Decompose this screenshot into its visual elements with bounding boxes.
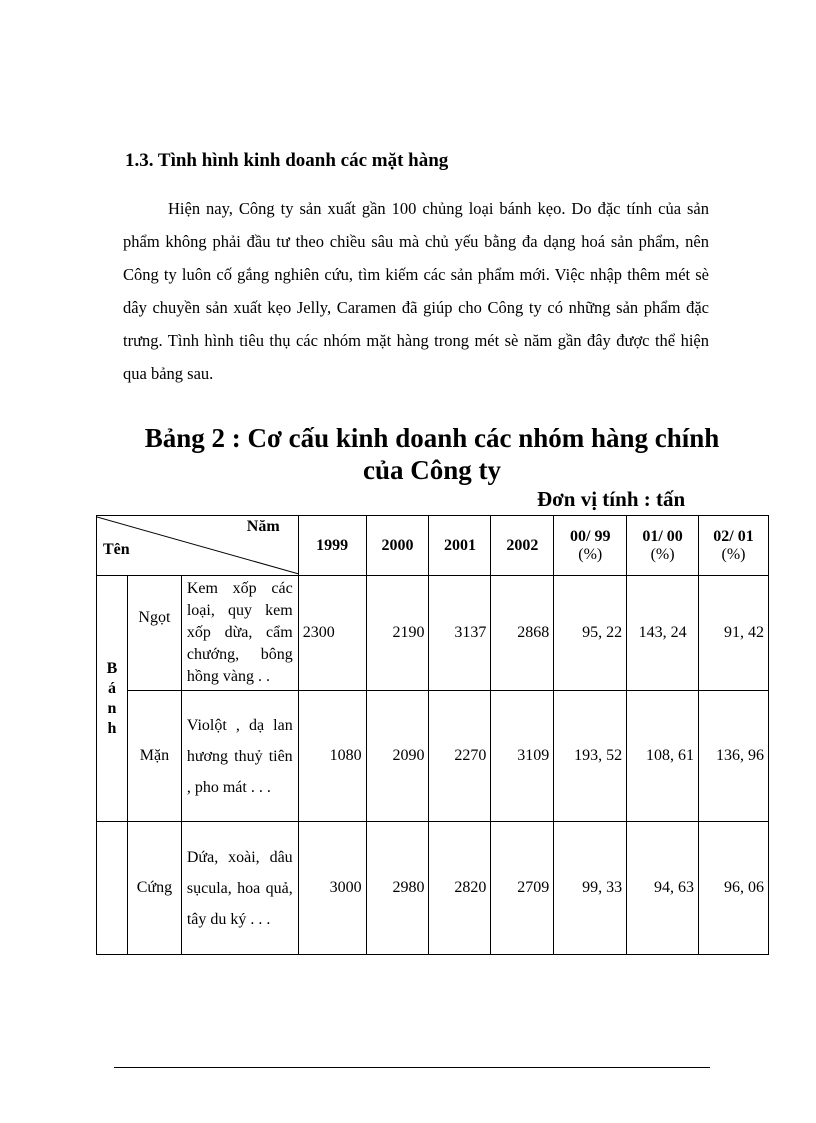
ratio-header bbox=[554, 516, 627, 576]
table-row bbox=[97, 576, 769, 691]
subgroup-cell: Ngọt bbox=[127, 576, 181, 691]
value-cell: 2190 bbox=[366, 576, 429, 691]
unit-label: Đơn vị tính : tấn bbox=[537, 487, 686, 511]
ratio-header-unit: (%) bbox=[721, 545, 746, 563]
group-label-cell bbox=[97, 576, 128, 822]
subgroup-cell: Mặn bbox=[127, 691, 181, 822]
description-cell: Violột , dạ lan hương thuỷ tiên , pho mát . . . bbox=[181, 691, 298, 822]
year-axis-label: Năm bbox=[246, 518, 280, 535]
value-cell: 2090 bbox=[366, 691, 429, 822]
value-cell: 3109 bbox=[491, 691, 554, 822]
year-header: 2001 bbox=[429, 516, 491, 576]
ratio-header-unit: (%) bbox=[578, 545, 603, 563]
description-cell: Kem xốp các loại, quy kem xốp dừa, cẩm chướng, bông hồng vàng . . bbox=[181, 576, 298, 691]
value-cell: 2300 bbox=[298, 576, 366, 691]
subgroup-cell: Cứng bbox=[127, 822, 181, 955]
value-cell: 143, 24 bbox=[627, 576, 699, 691]
value-cell: 3137 bbox=[429, 576, 491, 691]
value-cell: 94, 63 bbox=[627, 822, 699, 955]
value-cell: 2270 bbox=[429, 691, 491, 822]
description-cell: Dứa, xoài, dâu sụcula, hoa quả, tây du ký . . . bbox=[181, 822, 298, 955]
name-axis-label: Tên bbox=[103, 541, 130, 558]
value-cell: 1080 bbox=[298, 691, 366, 822]
section-paragraph bbox=[123, 192, 709, 390]
value-cell: 3000 bbox=[298, 822, 366, 955]
value-cell: 108, 61 bbox=[627, 691, 699, 822]
value-cell: 95, 22 bbox=[554, 576, 627, 691]
ratio-header bbox=[627, 516, 699, 576]
corner-header-cell bbox=[97, 516, 299, 576]
year-header: 2000 bbox=[366, 516, 429, 576]
value-cell: 193, 52 bbox=[554, 691, 627, 822]
table-title-line-2: của Công ty bbox=[362, 455, 501, 485]
year-header: 2002 bbox=[491, 516, 554, 576]
value-cell: 2868 bbox=[491, 576, 554, 691]
year-header: 1999 bbox=[298, 516, 366, 576]
business-structure-table bbox=[96, 515, 769, 955]
value-cell: 2980 bbox=[366, 822, 429, 955]
group-label-cell-empty bbox=[97, 822, 128, 955]
value-cell: 2820 bbox=[429, 822, 491, 955]
table-title-line-1: Bảng 2 : Cơ cấu kinh doanh các nhóm hàng chính bbox=[144, 423, 720, 453]
ratio-header-top: 00/ 99 bbox=[570, 527, 611, 545]
value-cell: 2709 bbox=[491, 822, 554, 955]
ratio-header-top: 01/ 00 bbox=[642, 527, 683, 545]
ratio-header-unit: (%) bbox=[650, 545, 675, 563]
group-label: B á n h bbox=[106, 659, 118, 737]
paragraph-text: Hiện nay, Công ty sản xuất gần 100 chủng loại bánh kẹo. Do đặc tính của sản phẩm không phải đầu tư theo chiều sâu mà chủ yếu bằng đa dạng hoá sản phẩm, nên Công ty luôn cố gắng nghiên cứu, tìm kiếm các sản phẩm mới. Việc nhập thêm mét sè dây chuyền sản xuất kẹo Jelly, Caramen đã giúp cho Công ty có những sản phẩm đặc trưng. Tình hình tiêu thụ các nhóm mặt hàng trong mét sè năm gần đây được thể hiện qua bảng sau. bbox=[123, 199, 709, 383]
table-row bbox=[97, 691, 769, 822]
ratio-header-top: 02/ 01 bbox=[713, 527, 754, 545]
value-cell: 99, 33 bbox=[554, 822, 627, 955]
value-cell: 91, 42 bbox=[699, 576, 769, 691]
value-cell: 136, 96 bbox=[699, 691, 769, 822]
section-heading: 1.3. Tình hình kinh doanh các mặt hàng bbox=[125, 150, 449, 171]
footer-divider bbox=[114, 1067, 710, 1068]
ratio-header bbox=[699, 516, 769, 576]
value-cell: 96, 06 bbox=[699, 822, 769, 955]
table-row bbox=[97, 822, 769, 955]
header-row bbox=[97, 516, 769, 576]
table-title bbox=[96, 422, 768, 486]
